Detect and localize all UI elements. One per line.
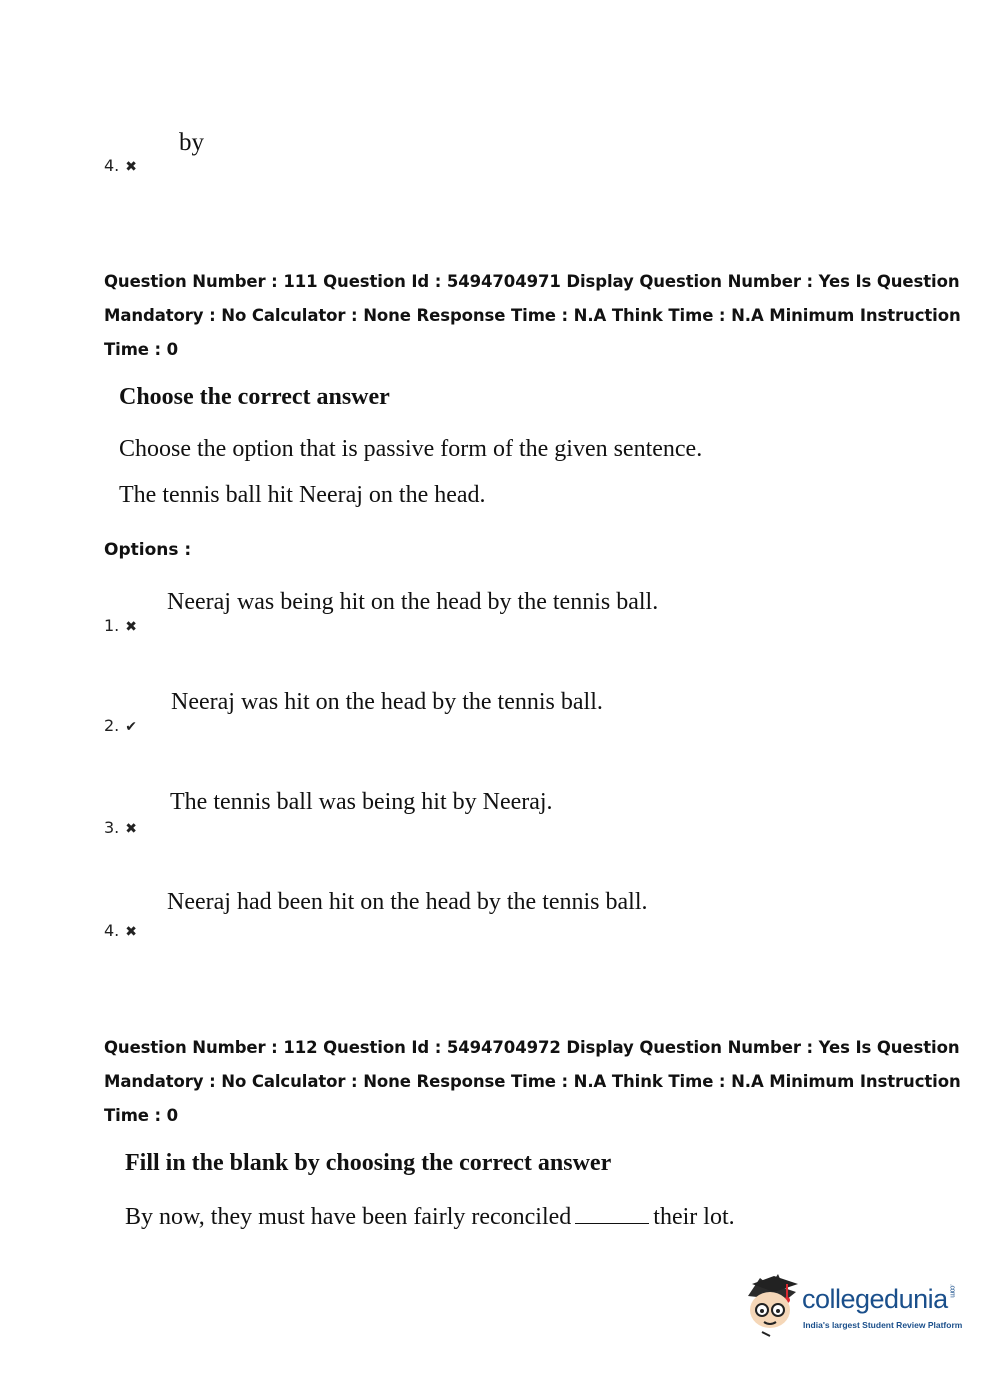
q111-meta-line2: Mandatory : No Calculator : None Response Time : N.A Think Time : N.A Minimum Instruction	[104, 306, 961, 325]
q111-meta-line3: Time : 0	[104, 340, 179, 359]
q111-sentence: The tennis ball hit Neeraj on the head.	[119, 482, 486, 508]
q112-heading: Fill in the blank by choosing the correct answer	[125, 1150, 612, 1176]
cross-icon: ✖	[125, 159, 137, 175]
option-1-number: 1.	[104, 616, 120, 635]
option-2-row	[104, 716, 137, 735]
check-icon: ✔	[125, 719, 137, 735]
q111-heading: Choose the correct answer	[119, 384, 390, 410]
q112-sentence	[125, 1203, 735, 1231]
cross-icon: ✖	[125, 924, 137, 940]
option-3-row	[104, 818, 137, 837]
option-2-text: Neeraj was hit on the head by the tennis ball.	[171, 689, 603, 715]
logo-name: collegedunia	[802, 1284, 948, 1314]
option-3-text: The tennis ball was being hit by Neeraj.	[170, 789, 553, 815]
option-1-row	[104, 616, 137, 635]
mascot-icon	[740, 1270, 800, 1338]
option-4-number: 4.	[104, 921, 120, 940]
logo-tagline: India's largest Student Review Platform	[803, 1320, 963, 1330]
option-4-row	[104, 921, 137, 940]
cross-icon: ✖	[125, 619, 137, 635]
q112-meta	[104, 1031, 961, 1133]
cross-icon: ✖	[125, 821, 137, 837]
answer-blank	[575, 1203, 649, 1224]
logo-wordmark	[802, 1284, 956, 1315]
option-3-number: 3.	[104, 818, 120, 837]
prev-option-text: by	[179, 129, 204, 156]
option-4-text: Neeraj had been hit on the head by the tennis ball.	[167, 889, 648, 915]
q112-meta-line1: Question Number : 112 Question Id : 5494704972 Display Question Number : Yes Is Question	[104, 1038, 960, 1057]
option-2-number: 2.	[104, 716, 120, 735]
prev-option-number-row	[104, 156, 137, 175]
q111-meta	[104, 265, 961, 367]
q112-sentence-after: their lot.	[653, 1204, 735, 1230]
logo-suffix: .com	[948, 1284, 956, 1298]
q112-meta-line3: Time : 0	[104, 1106, 179, 1125]
q112-sentence-before: By now, they must have been fairly reconciled	[125, 1204, 572, 1230]
q111-meta-line1: Question Number : 111 Question Id : 5494704971 Display Question Number : Yes Is Question	[104, 272, 960, 291]
prev-option-number: 4.	[104, 156, 120, 175]
collegedunia-logo	[740, 1270, 975, 1340]
q112-meta-line2: Mandatory : No Calculator : None Response Time : N.A Think Time : N.A Minimum Instruction	[104, 1072, 961, 1091]
q111-instruction: Choose the option that is passive form of the given sentence.	[119, 436, 703, 462]
option-1-text: Neeraj was being hit on the head by the tennis ball.	[167, 589, 659, 615]
options-label: Options :	[104, 540, 192, 560]
